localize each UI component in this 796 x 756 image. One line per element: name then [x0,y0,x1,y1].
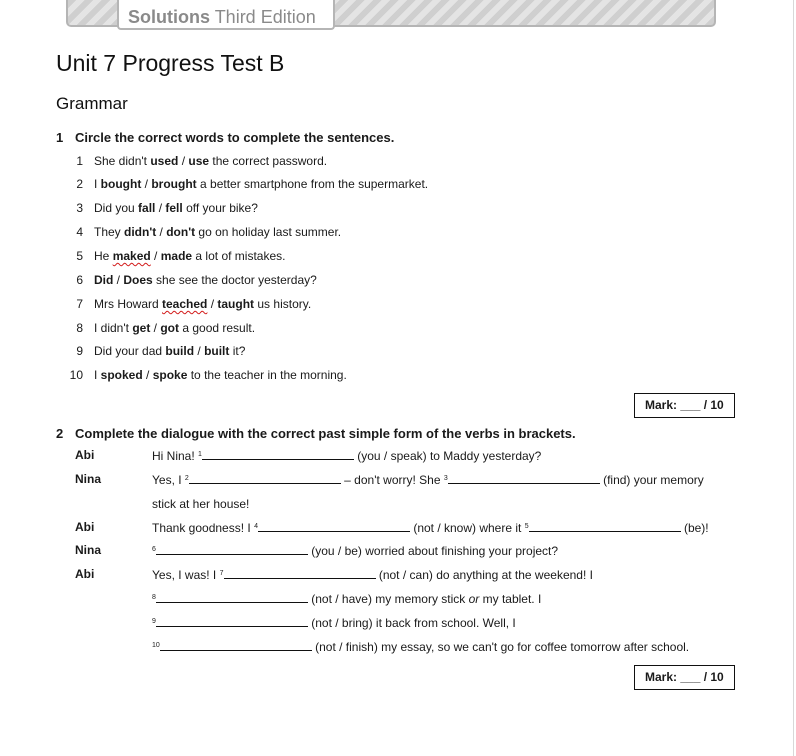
option-a[interactable]: spoked [100,368,143,382]
option-a[interactable]: teached [162,297,208,311]
q1-item [60,153,327,169]
option-separator: / [150,249,161,263]
item-text-pre: I [94,368,101,382]
q1-heading [56,130,394,145]
option-a[interactable]: used [150,154,179,168]
item-text-post: a better smartphone from the supermarket. [196,177,429,191]
option-separator: / [150,321,161,335]
q1-instruction: Circle the correct words to complete the sentences. [75,130,395,145]
q2-instruction: Complete the dialogue with the correct past simple form of the verbs in brackets. [75,426,576,441]
dialogue-line-8: $^9$ (not / bring) it back from school. Well, I [152,616,516,630]
item-text-pre: Did your dad [94,344,166,358]
q1-item [60,343,245,359]
item-number: 8 [76,321,83,335]
option-a[interactable]: fall [138,201,156,215]
option-separator: / [113,273,124,287]
item-text-pre: Did you [94,201,139,215]
item-text-pre: I didn't [94,321,133,335]
answer-blank-6[interactable] [156,544,308,555]
q1-item [60,200,258,216]
answer-blank-5[interactable] [529,521,681,532]
option-a[interactable]: build [165,344,195,358]
speaker-nina: Nina [75,543,102,557]
q1-item [60,296,311,312]
option-a[interactable]: Did [94,273,114,287]
q1-number: 1 [56,130,64,145]
item-text-post: go on holiday last summer. [195,225,342,239]
option-b[interactable]: got [160,321,179,335]
item-text-pre: They [94,225,125,239]
answer-blank-1[interactable] [202,449,354,460]
brand-logo [117,0,335,30]
dialogue-line-6: Yes, I was! I $^7$ (not / can) do anything at the weekend! I [152,568,593,582]
item-text-post: a lot of mistakes. [192,249,286,263]
option-b[interactable]: Does [123,273,153,287]
option-separator: / [207,297,218,311]
q1-item [60,248,285,264]
item-number: 7 [76,297,83,311]
item-text-pre: I [94,177,101,191]
option-separator: / [142,368,153,382]
option-separator: / [178,154,189,168]
brand-edition: Third Edition [214,7,316,27]
option-b[interactable]: built [204,344,230,358]
speaker-abi: Abi [75,520,95,534]
item-number: 9 [76,344,83,358]
item-number: 4 [76,225,83,239]
answer-blank-3[interactable] [448,473,600,484]
dialogue-line-1: Hi Nina! $^1$ (you / speak) to Maddy yesterday? [152,449,542,463]
option-separator: / [194,344,205,358]
item-number: 6 [76,273,83,287]
option-b[interactable]: taught [217,297,255,311]
item-text-post: she see the doctor yesterday? [152,273,317,287]
answer-blank-8[interactable] [156,592,308,603]
q2-heading [56,426,576,441]
option-a[interactable]: bought [100,177,142,191]
item-number: 2 [76,177,83,191]
answer-blank-9[interactable] [156,616,308,627]
item-number: 10 [69,368,83,382]
option-b[interactable]: don't [166,225,196,239]
item-text-pre: She didn't [94,154,151,168]
q1-mark-box: Mark: ___ / 10 [634,393,735,418]
option-b[interactable]: brought [151,177,197,191]
item-text-post: the correct password. [209,154,328,168]
answer-blank-4[interactable] [258,521,410,532]
answer-blank-2[interactable] [189,473,341,484]
item-number: 5 [76,249,83,263]
dialogue-line-3: stick at her house! [152,497,250,511]
item-text-post: to the teacher in the morning. [187,368,347,382]
option-b[interactable]: fell [165,201,183,215]
speaker-nina: Nina [75,472,102,486]
q2-mark-box: Mark: ___ / 10 [634,665,735,690]
answer-blank-7[interactable] [224,568,376,579]
item-text-post: us history. [254,297,312,311]
item-text-post: a good result. [179,321,256,335]
item-text-post: off your bike? [182,201,258,215]
option-separator: / [156,225,167,239]
dialogue-line-9: $^{10}$ (not / finish) my essay, so we can't go for coffee tomorrow after school. [152,640,690,654]
item-text-post: it? [229,344,246,358]
q1-item [60,224,341,240]
item-text-pre: Mrs Howard [94,297,163,311]
q1-item [60,176,428,192]
speaker-abi: Abi [75,567,95,581]
item-number: 3 [76,201,83,215]
q2-number: 2 [56,426,64,441]
section-heading: Grammar [56,94,128,113]
page-title: Unit 7 Progress Test B [56,50,285,76]
speaker-abi: Abi [75,448,95,462]
option-b[interactable]: spoke [152,368,188,382]
option-b[interactable]: use [188,154,210,168]
option-a[interactable]: didn't [124,225,157,239]
option-a[interactable]: maked [112,249,151,263]
q1-item [60,272,317,288]
option-separator: / [141,177,152,191]
dialogue-line-2: Yes, I $^2$ – don't worry! She $^3$ (find) your memory [152,473,704,487]
brand-name: Solutions [128,7,210,27]
dialogue-line-5: $^6$ (you / be) worried about finishing your project? [152,544,559,558]
answer-blank-10[interactable] [160,640,312,651]
dialogue-line-4: Thank goodness! I $^4$ (not / know) where it $^5$ (be)! [152,521,709,535]
option-separator: / [155,201,166,215]
dialogue-line-7: $^8$ (not / have) my memory stick or my tablet. I [152,592,542,606]
q1-item [60,320,255,336]
item-number: 1 [76,154,83,168]
page-edge-line [793,0,794,756]
q1-item [60,367,347,383]
option-a[interactable]: get [132,321,151,335]
item-text-pre: He [94,249,113,263]
option-b[interactable]: made [160,249,193,263]
